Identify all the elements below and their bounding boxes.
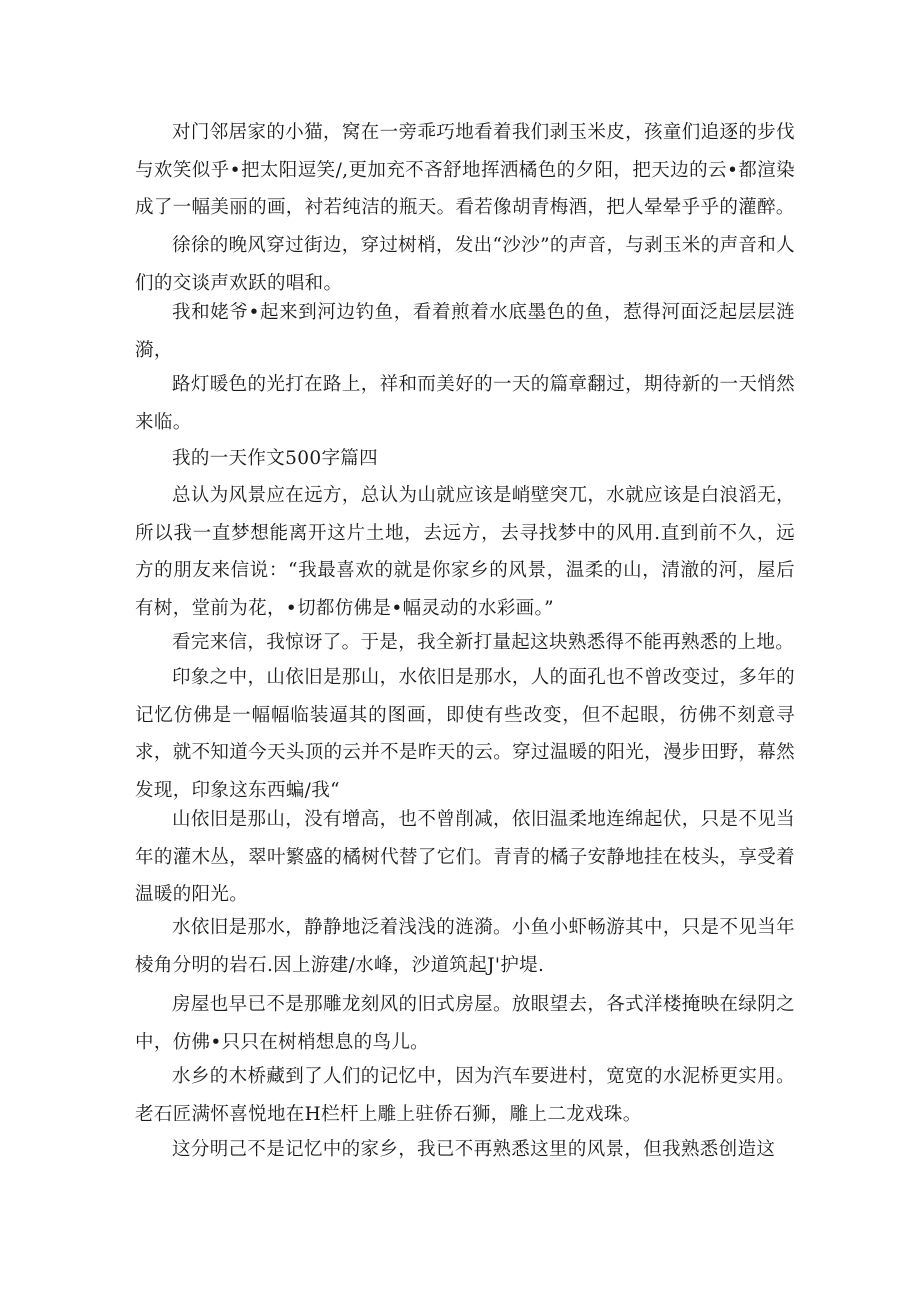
paragraph-impression: 印象之中，山依旧是那山，水依旧是那水，人的面孔也不曾改变过，多年的记忆仿佛是一幅幅临装逼其的图画，即使有些改变，但不起眼，彷佛不刻意寻求，就不知道今天头顶的云并不是昨天的云。穿过温暖的阳光，漫步田野，幕然发现，印象这东西蝙/我“ <box>135 667 795 801</box>
paragraph-fishing: 我和姥爷•起来到河边钓鱼，看着煎着水底墨色的鱼，惹得河面泛起层层涟漪， <box>135 302 795 361</box>
paragraph-hometown: 这分明己不是记忆中的家乡，我已不再熟悉这里的风景，但我熟悉创造这 <box>172 1139 776 1160</box>
paragraph-houses: 房屋也早已不是那雕龙刻风的旧式房屋。放眼望去，各式洋楼掩映在绿阴之中，仿佛•只只在树梢想息的鸟儿。 <box>135 994 795 1053</box>
paragraph-cat-sunset: 对门邻居家的小猫，窝在一旁乖巧地看着我们剥玉米皮，孩童们追逐的步伐与欢笑似乎•把太阳逗笑/,更加充不吝舒地挥洒橘色的夕阳，把天边的云•都渲染成了一幅美丽的画，衬若纯洁的瓶天。看若像胡青梅酒，把人晕晕乎乎的灌醉。 <box>135 122 795 218</box>
paragraph-water: 水依旧是那水，静静地泛着浅浅的涟漪。小鱼小虾畅游其中，只是不见当年棱角分明的岩石.因上游建/水峰，沙道筑起J'护堤. <box>135 917 795 976</box>
paragraph-streetlight: 路灯暖色的光打在路上，祥和而美好的一天的篇章翻过，期待新的一天悄然来临。 <box>135 374 795 433</box>
paragraph-scenery-afar: 总认为风景应在远方，总认为山就应该是峭壁突兀，水就应该是白浪滔无，所以我一直梦想能离开这片土地，去远方，去寻找梦中的风用.直到前不久，远方的朋友来信说：“我最喜欢的就是你家乡的风景，温柔的山，清澈的河，屋后有树，堂前为花，•切都仿佛是•幅灵动的水彩画。” <box>135 485 795 619</box>
paragraph-after-letter: 看完来信，我惊讶了。于是，我全新打量起这块熟悉得不能再熟悉的上地。 <box>172 632 795 653</box>
section-heading: 我的一天作文500字篇四 <box>172 448 379 469</box>
paragraph-mountain: 山依旧是那山，没有增高，也不曾削减，依旧温柔地连绵起伏，只是不见当年的灌木丛，翠叶繁盛的橘树代替了它们。青青的橘子安静地挂在枝头，享受着温暖的阳光。 <box>135 809 795 905</box>
paragraph-bridge: 水乡的木桥藏到了人们的记忆中，因为汽车要进村，宽宽的水泥桥更实用。老石匠满怀喜悦地在H栏杆上雕上驻侨石狮，雕上二龙戏珠。 <box>135 1066 795 1125</box>
paragraph-evening-wind: 徐徐的晚风穿过街边，穿过树梢，发出“沙沙”的声音，与剥玉米的声音和人们的交谈声欢跃的唱和。 <box>135 235 795 294</box>
